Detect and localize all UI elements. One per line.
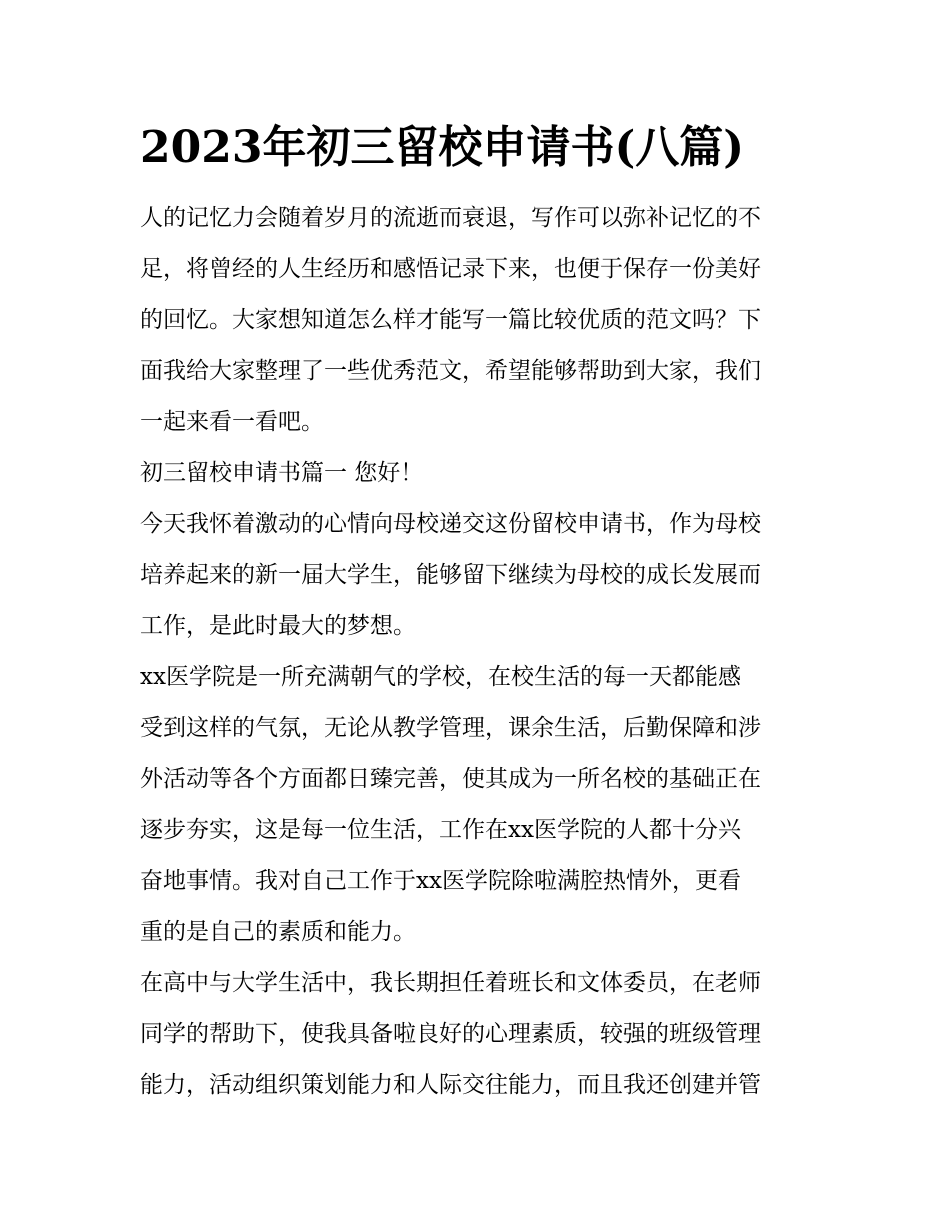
paragraph-greeting: 初三留校申请书篇一 您好！ [140, 460, 424, 486]
paragraph-application: 今天我怀着激动的心情向母校递交这份留校申请书，作为母校 培养起来的新一届大学生，能够留下继续为母校的成长发展而 工作，是此时最大的梦想。 [140, 511, 761, 639]
document-title: 2023年初三留校申请书(八篇) [140, 122, 745, 173]
paragraph-experience: 在高中与大学生活中，我长期担任着班长和文体委员，在老师 同学的帮助下，使我具备啦良好的心理素质，较强的班级管理 能力，活动组织策划能力和人际交往能力，而且我还创建并管 [140, 970, 761, 1098]
paragraph-intro: 人的记忆力会随着岁月的流逝而衰退，写作可以弥补记忆的不 足，将曾经的人生经历和感悟记录下来，也便于保存一份美好 的回忆。大家想知道怎么样才能写一篇比较优质的范文吗？下 面我给大家整理了一些优秀范文，希望能够帮助到大家，我们 一起来看一看吧。 [140, 205, 761, 435]
paragraph-school: xx医学院是一所充满朝气的学校，在校生活的每一天都能感 受到这样的气氛，无论从教学管理，课余生活，后勤保障和涉 外活动等各个方面都日臻完善，使其成为一所名校的基础正在 逐步夯实，这是每一位生活，工作在xx医学院的人都十分兴 奋地事情。我对自己工作于xx医学院除啦满腔热情外，更看 重的是自己的素质和能力。 [140, 664, 761, 945]
document-body [140, 193, 820, 1111]
